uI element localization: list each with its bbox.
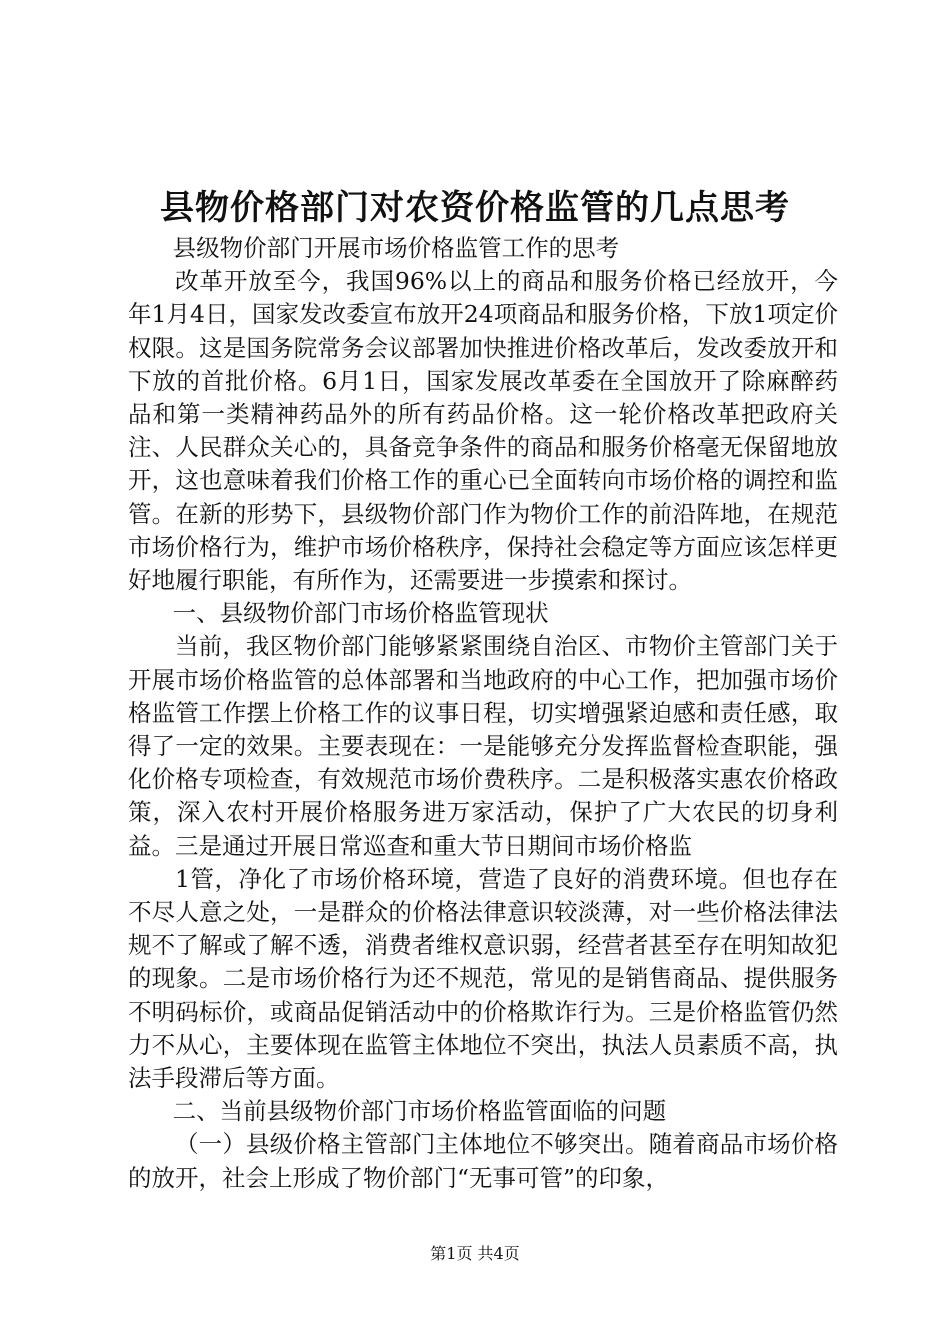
- section-heading: 二、当前县级物价部门市场价格监管面临的问题: [172, 1097, 667, 1126]
- document-body: [128, 232, 838, 1195]
- body-paragraph: （一）县级价格主管部门主体地位不够突出。随着商品市场价格的放开，社会上形成了物价部门“无事可管”的印象，: [128, 1130, 838, 1192]
- body-paragraph: 1管，净化了市场价格环境，营造了良好的消费环境。但也存在不尽人意之处，一是群众的价格法律意识较淡薄，对一些价格法律法规不了解或了解不透，消费者维权意识弱，经营者甚至存在明知故犯的现象。二是市场价格行为还不规范，常见的是销售商品、提供服务不明码标价，或商品促销活动中的价格欺诈行为。三是价格监管仍然力不从心，主要体现在监管主体地位不突出，执法人员素质不高，执法手段滞后等方面。: [128, 864, 838, 1093]
- body-paragraph: 改革开放至今，我国96%以上的商品和服务价格已经放开，今年1月4日，国家发改委宣布放开24项商品和服务价格，下放1项定价权限。这是国务院常务会议部署加快推进价格改革后，发改委放开和下放的首批价格。6月1日，国家发展改革委在全国放开了除麻醉药品和第一类精神药品外的所有药品价格。这一轮价格改革把政府关注、人民群众关心的，具备竞争条件的商品和服务价格毫无保留地放开，这也意味着我们价格工作的重心已全面转向市场价格的调控和监管。在新的形势下，县级物价部门作为物价工作的前沿阵地，在规范市场价格行为，维护市场价格秩序，保持社会稳定等方面应该怎样更好地履行职能，有所作为，还需要进一步摸索和探讨。: [128, 267, 838, 595]
- page-number-footer: 第1页 共4页: [430, 1244, 520, 1263]
- document-title: 县物价格部门对农资价格监管的几点思考: [160, 188, 790, 228]
- body-paragraph: 当前，我区物价部门能够紧紧围绕自治区、市物价主管部门关于开展市场价格监管的总体部署和当地政府的中心工作，把加强市场价格监管工作摆上价格工作的议事日程，切实增强紧迫感和责任感，取得了一定的效果。主要表现在：一是能够充分发挥监督检查职能，强化价格专项检查，有效规范市场价费秩序。二是积极落实惠农价格政策，深入农村开展价格服务进万家活动，保护了广大农民的切身利益。三是通过开展日常巡查和重大节日期间市场价格监: [128, 632, 838, 860]
- section-heading: 一、县级物价部门市场价格监管现状: [172, 599, 549, 628]
- subtitle-paragraph: 县级物价部门开展市场价格监管工作的思考: [172, 234, 620, 262]
